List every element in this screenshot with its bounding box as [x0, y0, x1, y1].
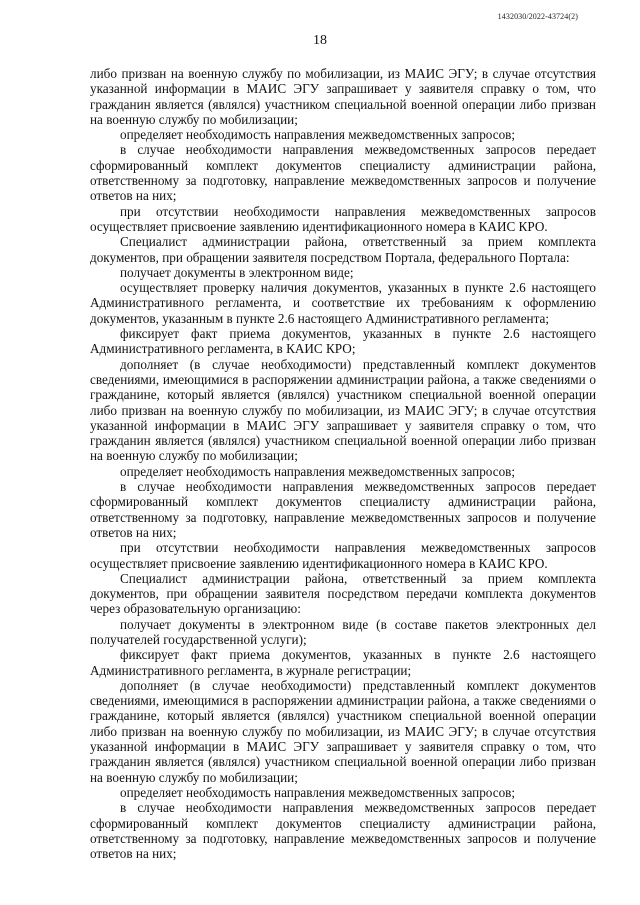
paragraph: в случае необходимости направления межведомственных запросов передает сформированный комплект документов специалисту администрации района, ответственному за подготовку, направление межведомственных запросов и получение ответов на них; — [90, 800, 596, 862]
paragraph: в случае необходимости направления межведомственных запросов передает сформированный комплект документов специалисту администрации района, ответственному за подготовку, направление межведомственных запросов и получение ответов на них; — [90, 479, 596, 540]
paragraph: в случае необходимости направления межведомственных запросов передает сформированный комплект документов специалисту администрации района, ответственному за подготовку, направление межведомственных запросов и получение ответов на них; — [90, 142, 596, 204]
paragraph: фиксирует факт приема документов, указанных в пункте 2.6 настоящего Административного регламента, в КАИС КРО; — [90, 326, 596, 357]
paragraph: получает документы в электронном виде; — [120, 264, 354, 280]
paragraph: при отсутствии необходимости направления межведомственных запросов осуществляет присвоение заявлению идентификационного номера в КАИС КРО. — [90, 203, 596, 234]
document-body — [90, 66, 596, 861]
paragraph: осуществляет проверку наличия документов, указанных в пункте 2.6 настоящего Административного регламента, и соответствие их требованиям к оформлению документов, указанным в пункте 2.6 настоящего Административного регламента; — [90, 280, 596, 326]
paragraph: получает документы в электронном виде (в составе пакетов электронных дел получателей государственной услуги); — [90, 616, 596, 647]
paragraph: при отсутствии необходимости направления межведомственных запросов осуществляет присвоение заявлению идентификационного номера в КАИС КРО. — [90, 540, 596, 571]
paragraph: Специалист администрации района, ответственный за прием комплекта документов, при обращении заявителя посредством передачи комплекта документов через образовательную организацию: — [90, 570, 596, 617]
paragraph: дополняет (в случае необходимости) представленный комплект документов сведениями, имеющимися в распоряжении администрации района, а также сведениями о гражданине, который является (являлся) участником специальной военной операции либо призван на военную службу по мобилизации, из МАИС ЭГУ; в случае отсутствия указанной информации в МАИС ЭГУ запрашивает у заявителя справку о том, что гражданин является (являлся) участником специальной военной операции либо призван на военную службу по мобилизации; — [90, 356, 596, 464]
page-number: 18 — [313, 33, 327, 48]
paragraph: дополняет (в случае необходимости) представленный комплект документов сведениями, имеющимися в распоряжении администрации района, а также сведениями о гражданине, который является (являлся) участником специальной военной операции либо призван на военную службу по мобилизации, из МАИС ЭГУ; в случае отсутствия указанной информации в МАИС ЭГУ запрашивает у заявителя справку о том, что гражданин является (являлся) участником специальной военной операции либо призван на военную службу по мобилизации; — [90, 677, 596, 785]
document-number: 1432030/2022-43724(2) — [497, 12, 578, 21]
paragraph: определяет необходимость направления межведомственных запросов; — [120, 784, 516, 800]
paragraph: фиксирует факт приема документов, указанных в пункте 2.6 настоящего Административного регламента, в журнале регистрации; — [90, 647, 596, 678]
paragraph: определяет необходимость направления межведомственных запросов; — [120, 127, 516, 143]
paragraph: Специалист администрации района, ответственный за прием комплекта документов, при обращении заявителя посредством Портала, федерального Портала: — [90, 234, 596, 265]
paragraph: либо призван на военную службу по мобилизации, из МАИС ЭГУ; в случае отсутствия указанной информации в МАИС ЭГУ запрашивает у заявителя справку о том, что гражданин является (являлся) участником специальной военной операции либо призван на военную службу по мобилизации; — [90, 66, 596, 127]
paragraph: определяет необходимость направления межведомственных запросов; — [120, 463, 516, 479]
